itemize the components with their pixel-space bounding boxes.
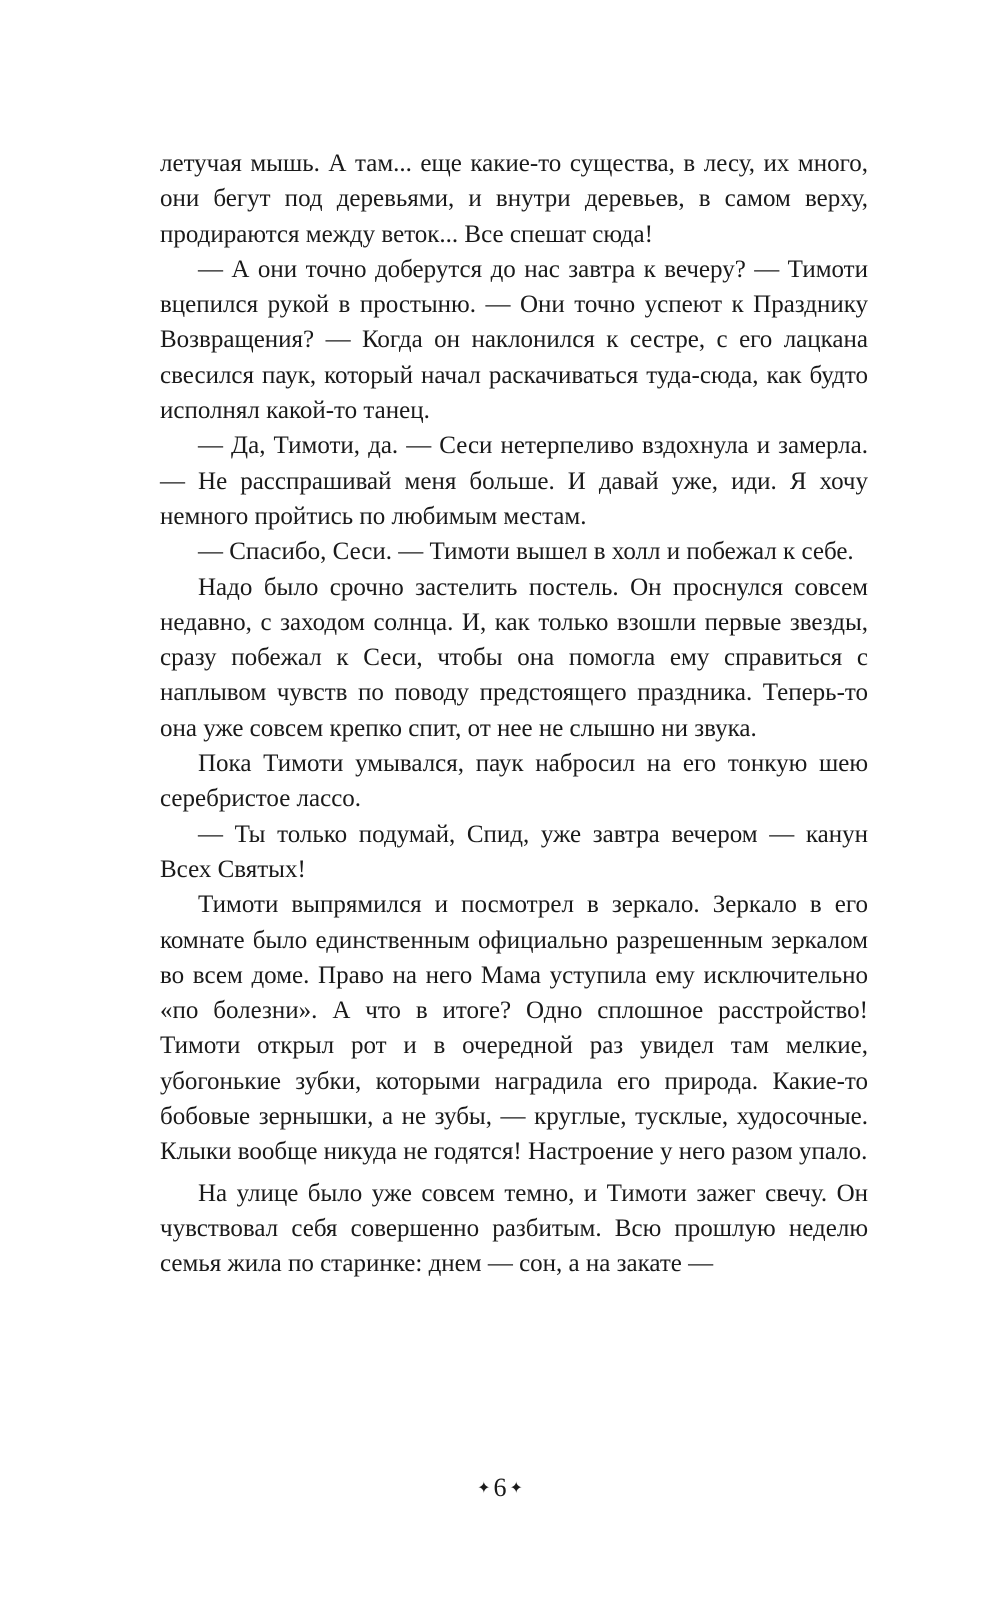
paragraph: Тимоти выпрямился и посмотрел в зеркало. Зеркало в его комнате было единственным официально разрешенным зеркалом во всем доме. Право на него Мама уступила ему исключительно «по болезни». А что в итоге? Одно сплошное расстройство! Тимоти открыл рот и в очередной раз увидел там мелкие, убогонькие зубки, которыми наградила его природа. Какие-то бобовые зернышки, а не зубы, — круглые, тусклые, худосочные. Клыки вообще никуда не годятся! Настроение у него разом упало. [160, 891, 868, 1166]
page-number-footer [0, 1473, 1000, 1504]
ornament-left-icon: ✦ [477, 1480, 491, 1497]
body-text [160, 146, 868, 1282]
ornament-right-icon: ✦ [509, 1480, 523, 1497]
paragraph: — Да, Тимоти, да. — Сеси нетерпеливо вздохнула и замерла. — Не расспрашивай меня больше. И давай уже, иди. Я хочу немного пройтись по любимым местам. [160, 432, 868, 530]
paragraph: Надо было срочно застелить постель. Он проснулся совсем недавно, с заходом солнца. И, как только взошли первые звезды, сразу побежал к Сеси, чтобы она помогла ему справиться с наплывом чувств по поводу предстоящего праздника. Теперь-то она уже совсем крепко спит, от нее не слышно ни звука. [160, 573, 868, 742]
paragraph: — Ты только подумай, Спид, уже завтра вечером — канун Всех Святых! [160, 820, 868, 883]
page-number: 6 [493, 1473, 507, 1502]
paragraph: На улице было уже совсем темно, и Тимоти зажег свечу. Он чувствовал себя совершенно разбитым. Всю прошлую неделю семья жила по старинке: днем — сон, а на закате — [160, 1179, 868, 1278]
book-page [160, 146, 868, 1282]
paragraph: — Спасибо, Сеси. — Тимоти вышел в холл и побежал к себе. [198, 538, 854, 566]
paragraph: летучая мышь. А там... еще какие-то существа, в лесу, их много, они бегут под деревьями, и внутри деревьев, в самом верху, продираются между веток... Все спешат сюда! [160, 150, 868, 248]
paragraph: — А они точно доберутся до нас завтра к вечеру? — Тимоти вцепился рукой в простыню. — Они точно успеют к Празднику Возвращения? — Когда он наклонился к сестре, с его лацкана свесился паук, который начал раскачиваться туда-сюда, как будто исполнял какой-то танец. [160, 255, 868, 425]
paragraph: Пока Тимоти умывался, паук набросил на его тонкую шею серебристое лассо. [160, 750, 868, 813]
